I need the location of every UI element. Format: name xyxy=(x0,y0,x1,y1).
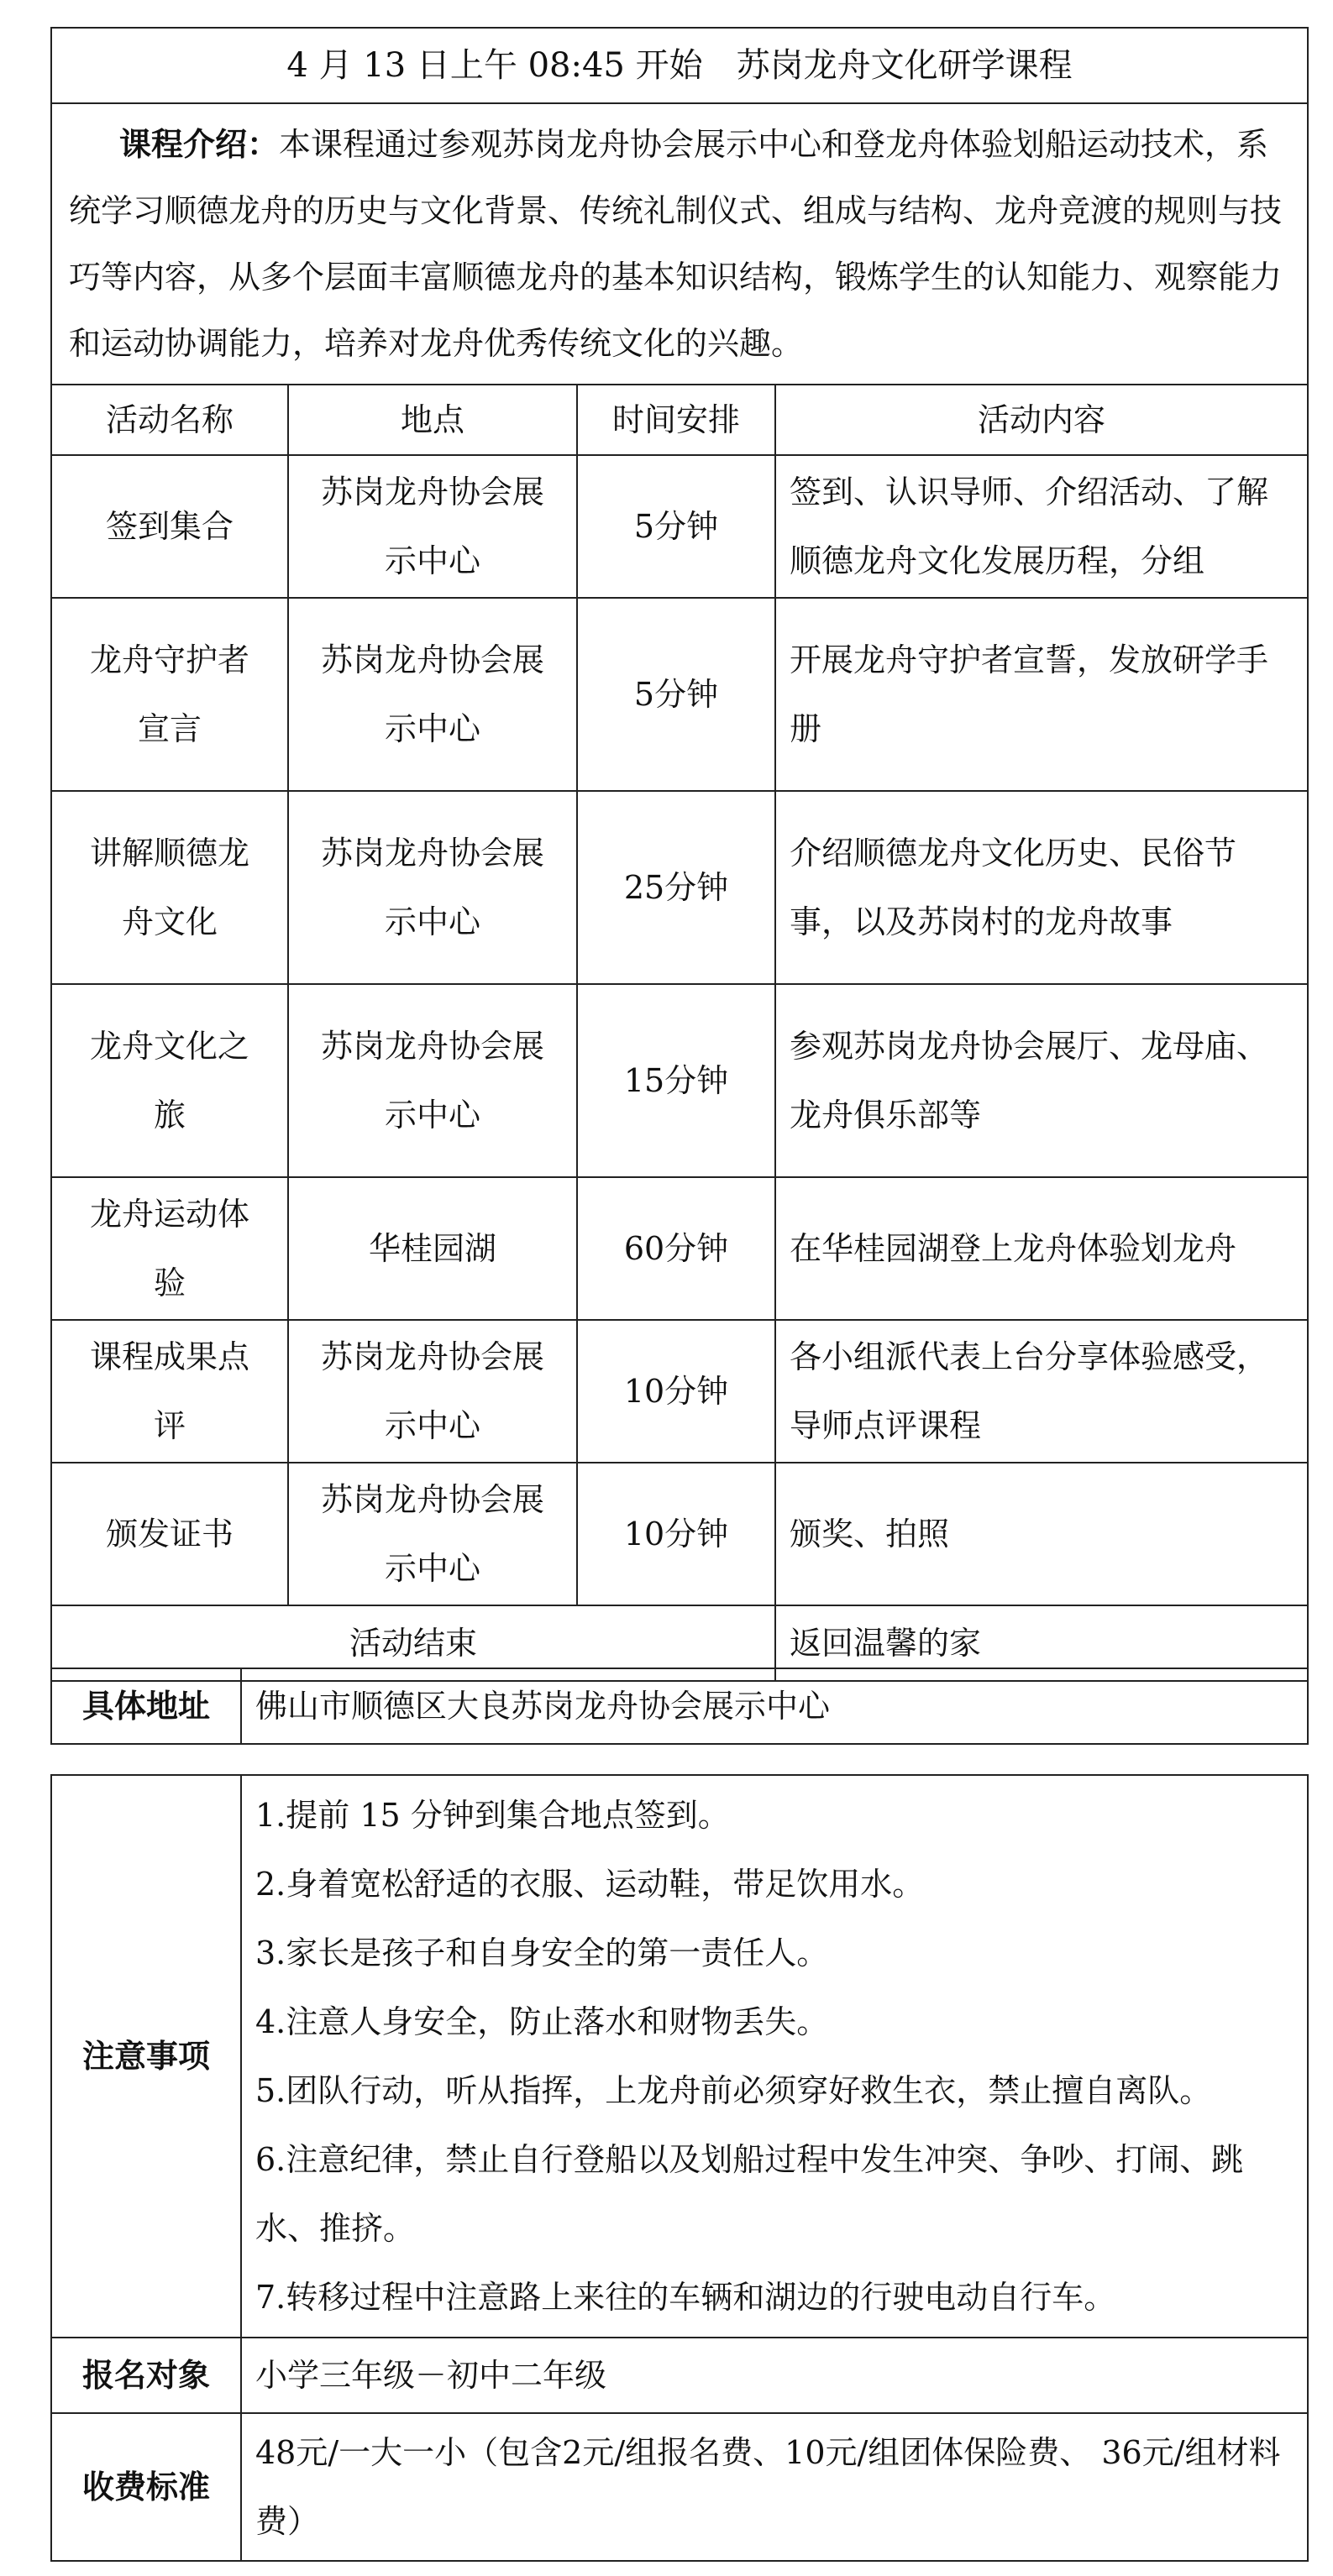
activity-time: 60分钟 xyxy=(577,1177,775,1320)
activity-name: 龙舟运动体验 xyxy=(51,1177,288,1320)
intro-row xyxy=(51,103,1308,385)
activity-row xyxy=(51,455,1308,598)
activity-name: 龙舟文化之旅 xyxy=(51,984,288,1177)
activity-row xyxy=(51,791,1308,984)
activity-content: 在华桂园湖登上龙舟体验划龙舟 xyxy=(775,1177,1308,1320)
activity-time: 5分钟 xyxy=(577,455,775,598)
header-name: 活动名称 xyxy=(51,385,288,455)
notes-label: 注意事项 xyxy=(51,1775,241,2338)
registration-value: 小学三年级－初中二年级 xyxy=(241,2338,1308,2413)
note-item: 7.转移过程中注意路上来往的车辆和湖边的行驶电动自行车。 xyxy=(255,2279,1116,2316)
activity-time: 10分钟 xyxy=(577,1320,775,1463)
registration-label: 报名对象 xyxy=(51,2338,241,2413)
activity-content: 参观苏岗龙舟协会展厅、龙母庙、龙舟俱乐部等 xyxy=(775,984,1308,1177)
activity-content: 介绍顺德龙舟文化历史、民俗节事，以及苏岗村的龙舟故事 xyxy=(775,791,1308,984)
activity-place: 苏岗龙舟协会展示中心 xyxy=(288,791,577,984)
activity-place: 华桂园湖 xyxy=(288,1177,577,1320)
activity-name: 龙舟守护者宣言 xyxy=(51,598,288,791)
activity-time: 10分钟 xyxy=(577,1463,775,1605)
info-table xyxy=(50,1774,1309,2562)
title-row xyxy=(51,28,1308,103)
activity-content: 颁奖、拍照 xyxy=(775,1463,1308,1605)
address-table xyxy=(50,1668,1309,1745)
activity-content: 各小组派代表上台分享体验感受，导师点评课程 xyxy=(775,1320,1308,1463)
activity-name: 签到集合 xyxy=(51,455,288,598)
header-row xyxy=(51,385,1308,455)
activity-place: 苏岗龙舟协会展示中心 xyxy=(288,1463,577,1605)
activity-place: 苏岗龙舟协会展示中心 xyxy=(288,984,577,1177)
activity-place: 苏岗龙舟协会展示中心 xyxy=(288,1320,577,1463)
registration-row xyxy=(51,2338,1308,2413)
note-item: 4.注意人身安全，防止落水和财物丢失。 xyxy=(255,2003,829,2040)
activity-row xyxy=(51,598,1308,791)
address-label: 具体地址 xyxy=(51,1668,241,1744)
activity-name: 讲解顺德龙舟文化 xyxy=(51,791,288,984)
course-title: 4 月 13 日上午 08:45 开始 苏岗龙舟文化研学课程 xyxy=(51,28,1308,103)
activity-time: 25分钟 xyxy=(577,791,775,984)
activity-place: 苏岗龙舟协会展示中心 xyxy=(288,455,577,598)
note-item: 3.家长是孩子和自身安全的第一责任人。 xyxy=(255,1935,829,1971)
activity-row xyxy=(51,984,1308,1177)
end-label: 活动结束 xyxy=(51,1605,775,1681)
activity-time: 15分钟 xyxy=(577,984,775,1177)
activity-name: 课程成果点评 xyxy=(51,1320,288,1463)
note-item: 1.提前 15 分钟到集合地点签到。 xyxy=(255,1797,730,1834)
header-time: 时间安排 xyxy=(577,385,775,455)
header-content: 活动内容 xyxy=(775,385,1308,455)
notes-list xyxy=(241,1775,1308,2338)
header-place: 地点 xyxy=(288,385,577,455)
activity-row xyxy=(51,1463,1308,1605)
activity-content: 开展龙舟守护者宣誓，发放研学手册 xyxy=(775,598,1308,791)
intro-label: 课程介绍： xyxy=(119,125,280,163)
note-item: 5.团队行动，听从指挥，上龙舟前必须穿好救生衣，禁止擅自离队。 xyxy=(255,2072,1212,2109)
address-row xyxy=(51,1668,1308,1744)
course-intro xyxy=(51,103,1308,385)
notes-row xyxy=(51,1775,1308,2338)
end-content: 返回温馨的家 xyxy=(775,1605,1308,1681)
address-value: 佛山市顺德区大良苏岗龙舟协会展示中心 xyxy=(241,1668,1308,1744)
schedule-table xyxy=(50,27,1309,1682)
fee-value: 48元/一大一小（包含2元/组报名费、10元/组团体保险费、 36元/组材料费） xyxy=(241,2413,1308,2561)
activity-time: 5分钟 xyxy=(577,598,775,791)
fee-label: 收费标准 xyxy=(51,2413,241,2561)
activity-place: 苏岗龙舟协会展示中心 xyxy=(288,598,577,791)
activity-row xyxy=(51,1320,1308,1463)
fee-row xyxy=(51,2413,1308,2561)
activity-content: 签到、认识导师、介绍活动、了解顺德龙舟文化发展历程，分组 xyxy=(775,455,1308,598)
activity-row xyxy=(51,1177,1308,1320)
intro-text: 本课程通过参观苏岗龙舟协会展示中心和登龙舟体验划船运动技术，系统学习顺德龙舟的历史与文化背景、传统礼制仪式、组成与结构、龙舟竞渡的规则与技巧等内容，从多个层面丰富顺德龙舟的基本知识结构，锻炼学生的认知能力、观察能力和运动协调能力，培养对龙舟优秀传统文化的兴趣。 xyxy=(69,126,1283,362)
note-item: 6.注意纪律，禁止自行登船以及划船过程中发生冲突、争吵、打闹、跳水、推挤。 xyxy=(255,2141,1244,2247)
activity-name: 颁发证书 xyxy=(51,1463,288,1605)
note-item: 2.身着宽松舒适的衣服、运动鞋，带足饮用水。 xyxy=(255,1866,925,1903)
